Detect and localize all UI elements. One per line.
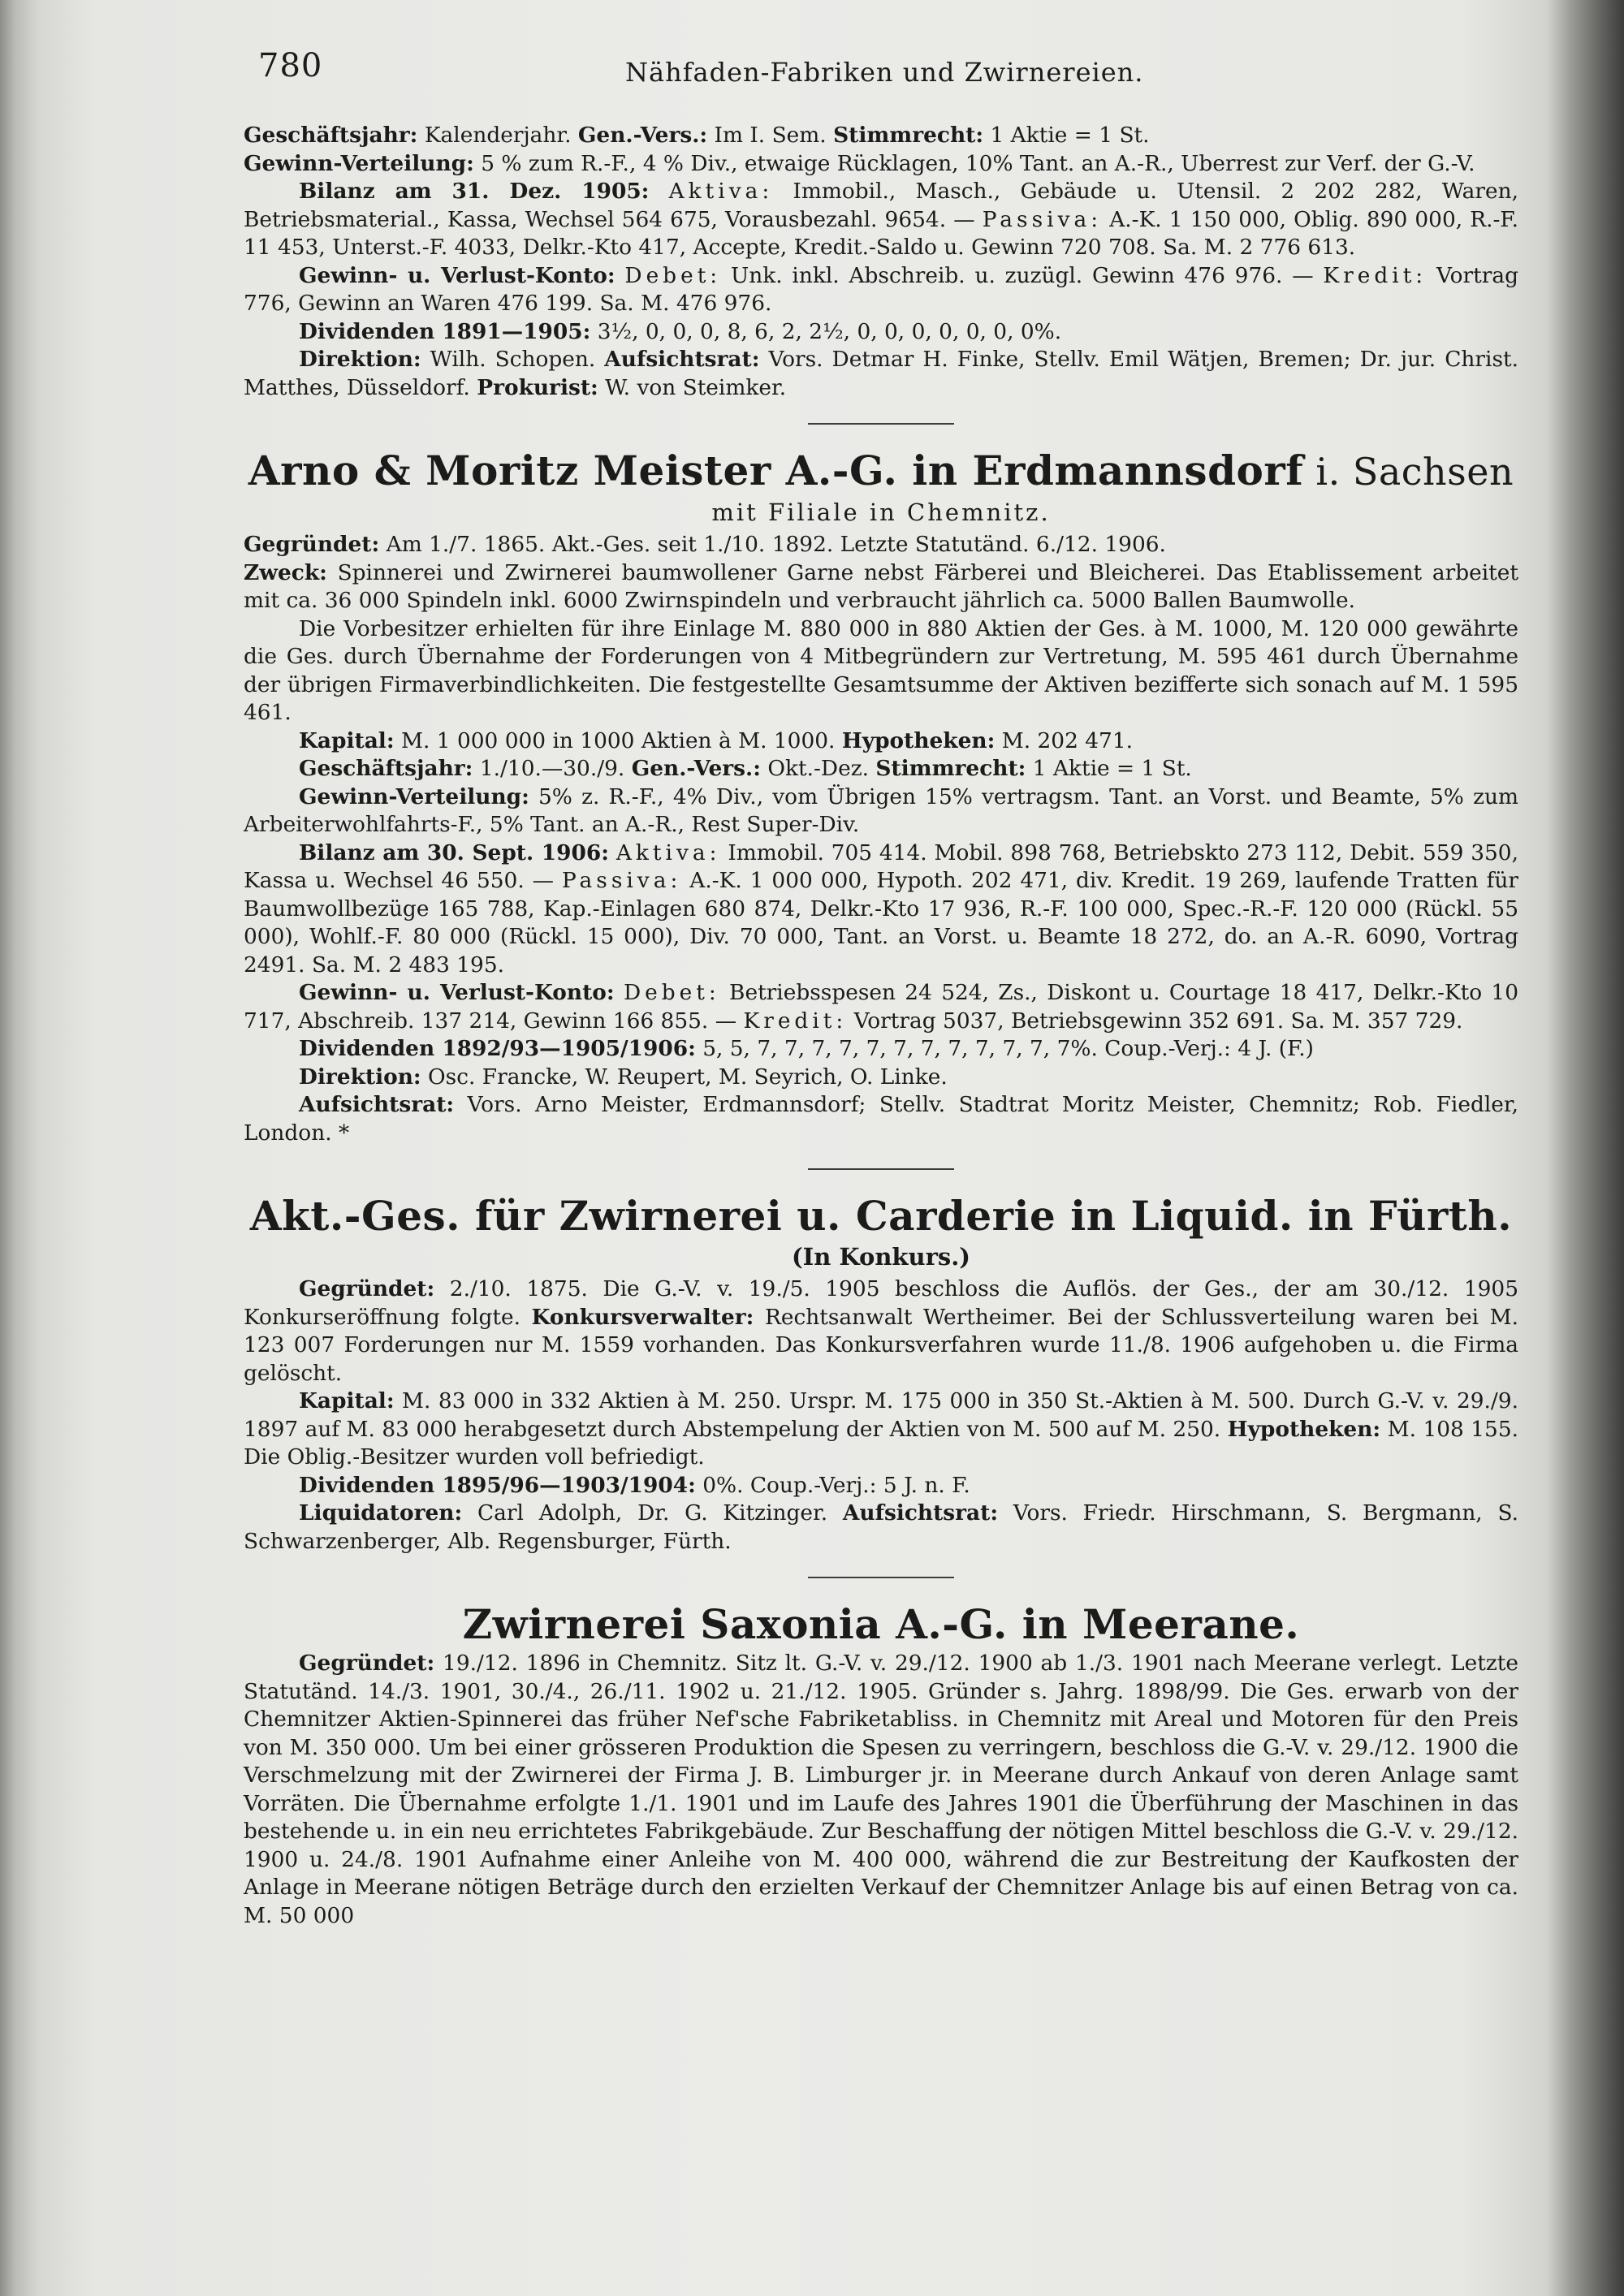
running-title: Nähfaden-Fabriken und Zwirnereien. <box>625 57 1144 88</box>
page-content <box>244 41 1518 1930</box>
company-entry-fuerth <box>244 1191 1518 1556</box>
company-subtitle: mit Filiale in Chemnitz. <box>711 498 1051 526</box>
entry-paragraph: Geschäftsjahr: 1./10.—30./9. Gen.-Vers.: Okt.-Dez. Stimmrecht: 1 Aktie = 1 St. <box>299 756 1192 781</box>
entry-paragraph: Bilanz am 30. Sept. 1906: Aktiva: Immobil. 705 414. Mobil. 898 768, Betriebskto 273 112, Debit. 559 350, Kassa u. Wechsel 46 550. — Passiva: A.-K. 1 000 000, Hypoth. 202 471, div. Kredit. 19 269, laufende Tratten für Baumwollbezüge 165 788, Kap.-Einlagen 680 874, Delkr.-Kto 17 936, R.-F. 100 000, Spec.-R.-F. 120 000 (Rückl. 55 000), Wohlf.-F. 80 000 (Rückl. 15 000), Div. 70 000, Tant. an Vorst. u. Beamte 18 272, do. an A.-R. 6090, Vortrag 2491. Sa. M. 2 483 195. <box>244 839 1518 978</box>
entry-paragraph: Gegründet: Am 1./7. 1865. Akt.-Ges. seit 1./10. 1892. Letzte Statutänd. 6./12. 1906. <box>244 532 1166 557</box>
running-header <box>244 41 1518 89</box>
entry-paragraph: Liquidatoren: Carl Adolph, Dr. G. Kitzinger. Aufsichtsrat: Vors. Friedr. Hirschmann, S. Bergmann, S. Schwarzenberger, Alb. Regensburger, Fürth. <box>244 1500 1518 1554</box>
section-divider <box>808 1577 954 1578</box>
entry-paragraph: Dividenden 1891—1905: 3½, 0, 0, 0, 8, 6, 2, 2½, 0, 0, 0, 0, 0, 0, 0%. <box>299 318 1062 344</box>
entry-paragraph: Gegründet: 19./12. 1896 in Chemnitz. Sitz lt. G.-V. v. 29./12. 1900 ab 1./3. 1901 nach Meerane verlegt. Letzte Statutänd. 14./3. 1901, 30./4., 26./11. 1902 u. 21./12. 1905. Gründer s. Jahrg. 1898/99. Die Ges. erwarb von der Chemnitzer Aktien-Spinnerei das früher Nef'sche Fabriketabliss. in Chemnitz mit Areal und Motoren für den Preis von M. 350 000. Um bei einer grösseren Produktion die Spesen zu verringern, beschloss die G.-V. v. 29./12. 1900 die Verschmelzung mit der Zwirnerei der Firma J. B. Limburger jr. in Meerane durch Ankauf von deren Anlage samt Vorräten. Die Übernahme erfolgte 1./1. 1901 und im Laufe des Jahres 1901 die Überführung der Maschinen in das bestehende u. in ein neu errichtetes Fabrikgebäude. Zur Beschaffung der nötigen Mittel beschloss die G.-V. v. 29./12. 1900 u. 24./8. 1901 Aufnahme einer Anleihe von M. 400 000, während die zur Bestreitung der Kaufkosten der Anlage in Meerane nötigen Beträge durch den erzielten Verkauf der Chemnitzer Anlage bis auf einen Betrag von ca. M. 50 000 <box>244 1651 1518 1928</box>
entry-paragraph: Zweck: Spinnerei und Zwirnerei baumwollener Garne nebst Färberei und Bleicherei. Das Etablissement arbeitet mit ca. 36 000 Spindeln inkl. 6000 Zwirnspindeln und verbraucht jährlich ca. 5000 Ballen Baumwolle. <box>244 559 1518 613</box>
entry-paragraph: Aufsichtsrat: Vors. Arno Meister, Erdmannsdorf; Stellv. Stadtrat Moritz Meister, Chemnitz; Rob. Fiedler, London. * <box>244 1092 1518 1146</box>
previous-entry-continuation <box>244 122 1518 402</box>
section-divider <box>808 423 954 425</box>
entry-paragraph: Gewinn- u. Verlust-Konto: Debet: Betriebsspesen 24 524, Zs., Diskont u. Courtage 18 417, Delkr.-Kto 10 717, Abschreib. 137 214, Gewinn 166 855. — Kredit: Vortrag 5037, Betriebsgewinn 352 691. Sa. M. 357 729. <box>244 980 1518 1034</box>
entry-paragraph: Direktion: Wilh. Schopen. Aufsichtsrat: Vors. Detmar H. Finke, Stellv. Emil Wätjen, Bremen; Dr. jur. Christ. Matthes, Düsseldorf. Prokurist: W. von Steimker. <box>244 347 1519 400</box>
page-number: 780 <box>258 47 323 84</box>
company-entry-saxonia <box>244 1599 1518 1930</box>
company-entry-meister <box>244 446 1518 1147</box>
entry-paragraph: Geschäftsjahr: Kalenderjahr. Gen.-Vers.: Im I. Sem. Stimmrecht: 1 Aktie = 1 St. <box>244 123 1150 148</box>
entry-paragraph: Dividenden 1892/93—1905/1906: 5, 5, 7, 7, 7, 7, 7, 7, 7, 7, 7, 7, 7, 7%. Coup.-Verj.: 4 J. (F.) <box>299 1036 1314 1061</box>
company-title: Akt.-Ges. für Zwirnerei u. Carderie in Liquid. in Fürth. <box>249 1192 1513 1240</box>
entry-paragraph: Kapital: M. 1 000 000 in 1000 Aktien à M. 1000. Hypotheken: M. 202 471. <box>299 727 1134 753</box>
entry-paragraph: Kapital: M. 83 000 in 332 Aktien à M. 250. Urspr. M. 175 000 in 350 St.-Aktien à M. 500. Durch G.-V. v. 29./9. 1897 auf M. 83 000 herabgesetzt durch Abstempelung der Aktien von M. 500 auf M. 250. Hypotheken: M. 108 155. Die Oblig.-Besitzer wurden voll befriedigt. <box>244 1388 1519 1470</box>
entry-paragraph: Die Vorbesitzer erhielten für ihre Einlage M. 880 000 in 880 Aktien der Ges. à M. 1000, M. 120 000 gewährte die Ges. durch Übernahme der Forderungen von 4 Mitbegründern zur Vertretung, M. 595 461 durch Übernahme der übrigen Firmaverbindlichkeiten. Die festgestellte Gesamtsumme der Aktiven bezifferte sich sonach auf M. 1 595 461. <box>244 615 1518 725</box>
section-divider <box>808 1168 954 1170</box>
entry-paragraph: Gewinn-Verteilung: 5 % zum R.-F., 4 % Div., etwaige Rücklagen, 10% Tant. an A.-R., Uberrest zur Verf. der G.-V. <box>244 150 1475 176</box>
entry-paragraph: Dividenden 1895/96—1903/1904: 0%. Coup.-Verj.: 5 J. n. F. <box>299 1472 970 1498</box>
entry-paragraph: Bilanz am 31. Dez. 1905: Aktiva: Immobil., Masch., Gebäude u. Utensil. 2 202 282, Waren, Betriebsmaterial., Kassa, Wechsel 564 675, Vorausbezahl. 9654. — Passiva: A.-K. 1 150 000, Oblig. 890 000, R.-F. 11 453, Unterst.-F. 4033, Delkr.-Kto 417, Accepte, Kredit.-Saldo u. Gewinn 720 708. Sa. M. 2 776 613. <box>244 179 1519 260</box>
entry-paragraph: Gewinn- u. Verlust-Konto: Debet: Unk. inkl. Abschreib. u. zuzügl. Gewinn 476 976. — Kredit: Vortrag 776, Gewinn an Waren 476 199. Sa. M. 476 976. <box>244 262 1518 316</box>
company-title: Zwirnerei Saxonia A.-G. in Meerane. <box>462 1600 1300 1648</box>
company-title: Arno & Moritz Meister A.-G. in Erdmannsdorf i. Sachsen <box>248 447 1514 494</box>
entry-paragraph: Gewinn-Verteilung: 5% z. R.-F., 4% Div., vom Übrigen 15% vertragsm. Tant. an Vorst. und Beamte, 5% zum Arbeiterwohlfahrts-F., 5% Tant. an A.-R., Rest Super-Div. <box>244 783 1518 837</box>
company-subtitle: (In Konkurs.) <box>791 1243 971 1271</box>
entry-paragraph: Gegründet: 2./10. 1875. Die G.-V. v. 19./5. 1905 beschloss die Auflös. der Ges., der am 30./12. 1905 Konkurseröffnung folgte. Konkursverwalter: Rechtsanwalt Wertheimer. Bei der Schlussverteilung waren bei M. 123 007 Forderungen nur M. 1559 vorhanden. Das Konkursverfahren wurde 11./8. 1906 aufgehoben u. die Firma gelöscht. <box>244 1276 1518 1386</box>
entry-paragraph: Direktion: Osc. Francke, W. Reupert, M. Seyrich, O. Linke. <box>299 1064 948 1090</box>
